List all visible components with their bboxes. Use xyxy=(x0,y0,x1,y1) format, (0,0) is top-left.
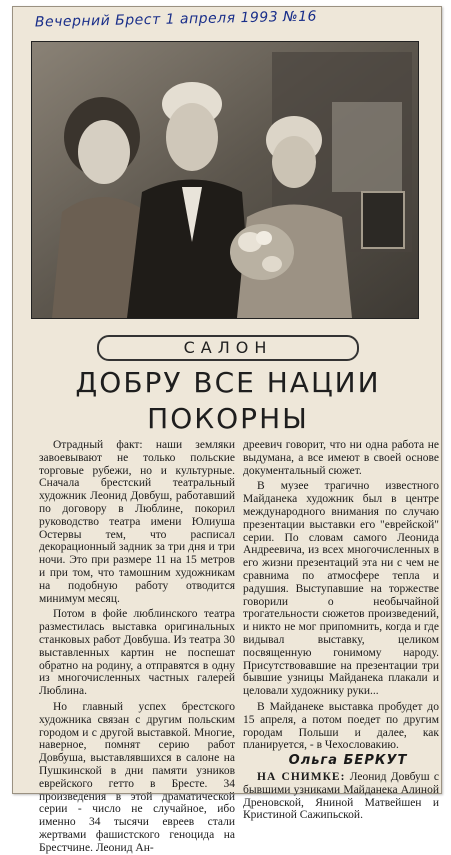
section-rubric: САЛОН xyxy=(97,335,359,361)
article-photo xyxy=(31,41,419,319)
article-column-left xyxy=(39,439,235,855)
paragraph: Отрадный факт: наши земляки завоевывают не только польские торговые рубежи, но и культурные. Сначала брестский театральный художник Леонид Довбуш, работавший по договору в Люблине, покорил руководство театра имени Юлиуша Остервы тем, что расписал декорационный задник за три дня и три ночи. Это при размере 11 на 15 метров и при том, что тамошним художникам на подобную работу отводится минимум месяц. xyxy=(39,439,235,605)
photo-caption xyxy=(243,771,439,822)
caption-lead: НА СНИМКЕ: xyxy=(257,770,346,783)
paragraph: В музее трагично известного Майданека художник был в центре международного внимания по случаю презентации выставки его "еврейской" серии. По словам самого Леонида Андреевича, из всех многочисленных в его жизни презентаций эта ни с чем не сравнима по атмосфере тепла и радушия. Выступавшие на торжестве говорили о необычайной трогательности сюжетов произведений, и никто не мог припомнить, когда и где видывал выставку, целиком посвященную гонимому народу. Присутствовавшие на презентации три бывшие узницы Майданека плакали и целовали художнику руки... xyxy=(243,480,439,698)
headline: ДОБРУ ВСЕ НАЦИИ ПОКОРНЫ xyxy=(75,366,381,435)
photo-illustration xyxy=(32,42,418,318)
paragraph: Потом в фойе люблинского театра разместилась выставка оригинальных станковых работ Довбуша. Из театра 30 выставленных картин не поспешат обратно на родину, а отправятся в одну из многочисленных частных галерей Люблина. xyxy=(39,608,235,698)
paragraph: дреевич говорит, что ни одна работа не выдумана, а все имеют в своей основе документальный сюжет. xyxy=(243,439,439,477)
author-byline: Ольга БЕРКУТ xyxy=(288,753,408,769)
newspaper-clipping xyxy=(12,6,442,854)
paragraph: Но главный успех брестского художника связан с другим польским городом и с другой выставкой. Многие, наверное, помнят серию работ Довбуша, выставлявшихся в салоне на Пушкинской в дни памяти узников еврейского гетто в Бресте. 34 произведения в этой драматической серии - число не случайное, ибо именно 34 тысячи евреев стали жертвами фашистского геноцида на Брестчине. Леонид Ан- xyxy=(39,700,235,854)
article-column-right xyxy=(243,439,439,822)
handwritten-source-note: Вечерний Брест 1 апреля 1993 №16 xyxy=(34,8,318,31)
caption-text: Леонид Довбуш с бывшими узниками Майданека Алиной Дреновской, Яниной Матвейшен и Кристиной Сажипьской. xyxy=(243,770,439,822)
paragraph: В Майданеке выставка пробудет до 15 апреля, а потом поедет по другим городам Польши и далее, как планируется, - в Чехословакию. xyxy=(243,700,439,752)
